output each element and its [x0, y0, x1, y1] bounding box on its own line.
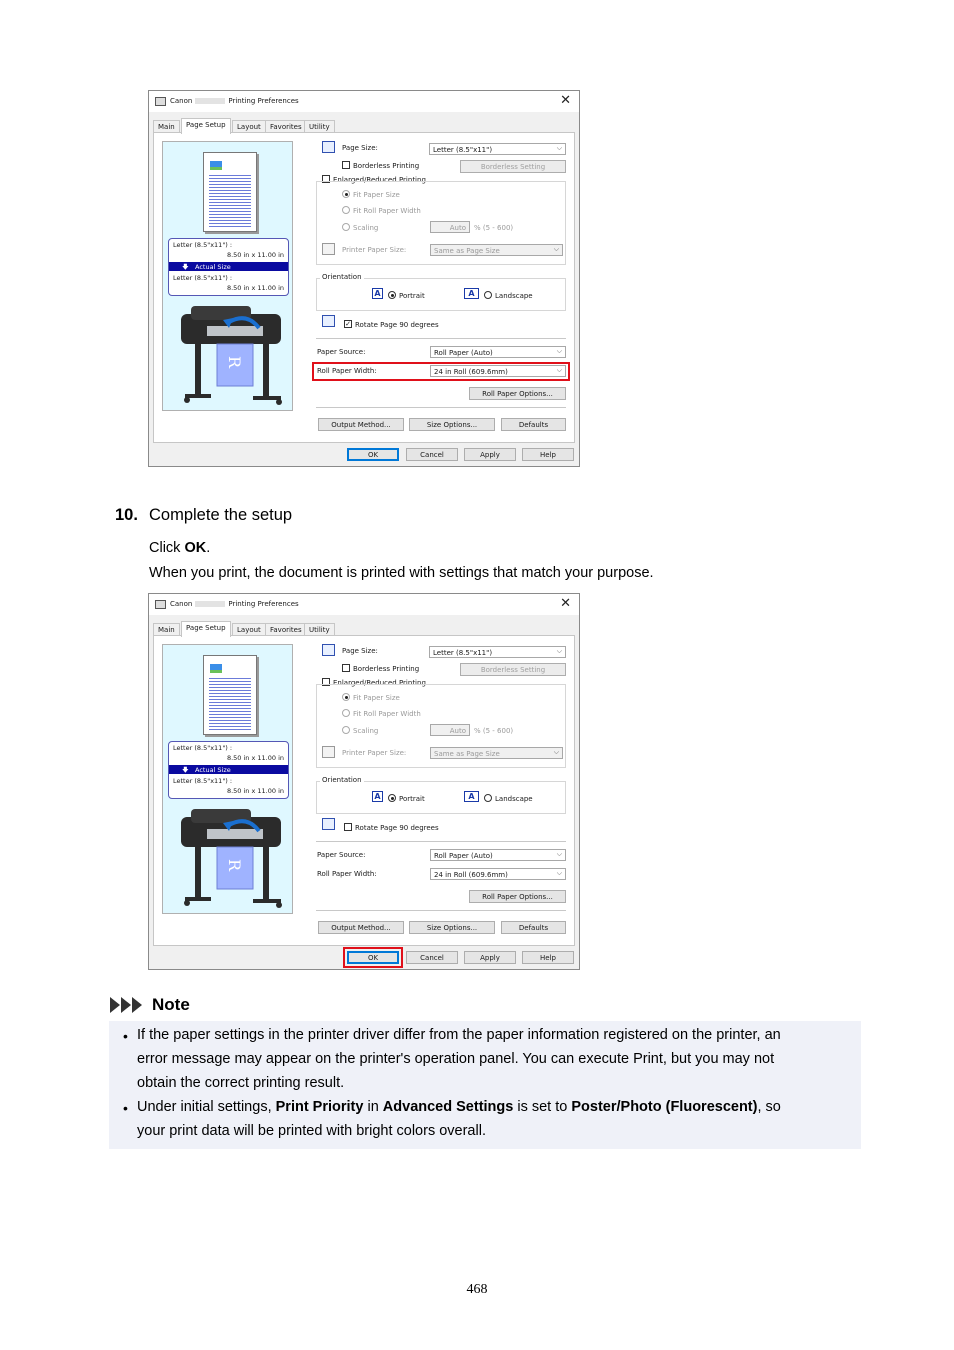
defaults-button[interactable]: Defaults: [501, 418, 566, 431]
note-chevron-icon: [110, 997, 120, 1013]
borderless-setting-button[interactable]: Borderless Setting: [460, 160, 566, 173]
scaling-input[interactable]: Auto: [430, 221, 470, 233]
tab-utility[interactable]: Utility: [304, 623, 335, 636]
close-icon[interactable]: ✕: [560, 93, 571, 108]
tab-utility[interactable]: Utility: [304, 120, 335, 133]
note-box: [109, 1021, 861, 1149]
borderless-checkbox[interactable]: [342, 161, 350, 169]
cancel-button[interactable]: Cancel: [406, 448, 458, 461]
scaling-label: Scaling: [353, 727, 379, 735]
note-item-1-line-1: If the paper settings in the printer driver differ from the paper information registered on the printer, an: [137, 1027, 781, 1043]
scaling-label: Scaling: [353, 224, 379, 232]
page-setup-panel: [153, 132, 575, 443]
divider: [316, 910, 566, 911]
landscape-radio[interactable]: [484, 794, 492, 802]
chevron-down-icon: ⌵: [553, 748, 559, 756]
chevron-down-icon: ⌵: [556, 366, 562, 374]
printer-paper-size-icon: [322, 746, 335, 758]
bullet-icon: •: [123, 1028, 128, 1044]
page-size-icon: [322, 644, 335, 656]
roll-width-label: Roll Paper Width:: [317, 870, 377, 878]
orientation-label: Orientation: [322, 776, 362, 784]
roll-paper-options-button[interactable]: Roll Paper Options...: [469, 890, 566, 903]
note-item-2-line-1: Under initial settings, Print Priority in Advanced Settings is set to Poster/Photo (Fluorescent), so: [137, 1099, 781, 1115]
title-bar: [149, 91, 579, 112]
output-method-button[interactable]: Output Method...: [318, 418, 404, 431]
fit-roll-width-radio[interactable]: [342, 709, 350, 717]
tab-main[interactable]: Main: [153, 120, 180, 133]
rotate-page-label: Rotate Page 90 degrees: [355, 321, 439, 329]
printer-paper-size-label: Printer Paper Size:: [342, 246, 407, 254]
printer-paper-size-select[interactable]: Same as Page Size ⌵: [430, 747, 563, 759]
printing-preferences-dialog-1: [148, 90, 580, 467]
borderless-checkbox[interactable]: [342, 664, 350, 672]
bullet-icon: •: [123, 1100, 128, 1116]
roll-width-select[interactable]: 24 in Roll (609.6mm) ⌵: [430, 868, 566, 880]
printing-preferences-dialog-2: [148, 593, 580, 970]
borderless-label: Borderless Printing: [353, 665, 420, 673]
landscape-icon: A: [464, 791, 479, 802]
preview-pane: [162, 644, 293, 914]
fit-roll-width-radio[interactable]: [342, 206, 350, 214]
cancel-button[interactable]: Cancel: [406, 951, 458, 964]
large-format-printer-illustration: [177, 300, 289, 408]
roll-paper-options-button[interactable]: Roll Paper Options...: [469, 387, 566, 400]
size-dims-2: 8.50 in x 11.00 in: [226, 284, 284, 292]
chevron-down-icon: ⌵: [556, 144, 562, 152]
title-bar: [149, 594, 579, 615]
apply-button[interactable]: Apply: [464, 448, 516, 461]
chevron-down-icon: ⌵: [556, 347, 562, 355]
tab-favorites[interactable]: Favorites: [265, 623, 307, 636]
printer-icon: [155, 97, 166, 106]
step-title: Complete the setup: [149, 506, 293, 524]
paper-source-select[interactable]: Roll Paper (Auto) ⌵: [430, 849, 566, 861]
landscape-label: Landscape: [495, 292, 533, 300]
page-size-label: Page Size:: [342, 647, 378, 655]
printer-paper-size-label: Printer Paper Size:: [342, 749, 407, 757]
close-icon[interactable]: ✕: [560, 596, 571, 611]
note-title: Note: [152, 995, 190, 1014]
fit-paper-size-label: Fit Paper Size: [353, 191, 400, 199]
ok-button-highlight: [343, 947, 403, 968]
portrait-label: Portrait: [399, 292, 425, 300]
page-size-label: Page Size:: [342, 144, 378, 152]
size-options-button[interactable]: Size Options...: [409, 921, 495, 934]
paper-source-label: Paper Source:: [317, 851, 366, 859]
help-button[interactable]: Help: [522, 448, 574, 461]
portrait-label: Portrait: [399, 795, 425, 803]
printer-paper-size-icon: [322, 243, 335, 255]
step-description: When you print, the document is printed with settings that match your purpose.: [149, 565, 654, 581]
window-title: Canon Printing Preferences: [170, 97, 299, 105]
tab-main[interactable]: Main: [153, 623, 180, 636]
page-size-select[interactable]: Letter (8.5"x11") ⌵: [429, 646, 566, 658]
svg-text:R: R: [225, 859, 244, 872]
portrait-radio[interactable]: [388, 794, 396, 802]
fit-roll-width-label: Fit Roll Paper Width: [353, 710, 421, 718]
tab-layout[interactable]: Layout: [232, 623, 266, 636]
preview-pane: [162, 141, 293, 411]
click-instruction: Click OK.: [149, 540, 211, 556]
chevron-down-icon: ⌵: [553, 245, 559, 253]
help-button[interactable]: Help: [522, 951, 574, 964]
roll-width-highlight: [312, 362, 570, 381]
chevron-down-icon: ⌵: [556, 869, 562, 877]
fit-paper-size-radio[interactable]: [342, 190, 350, 198]
landscape-radio[interactable]: [484, 291, 492, 299]
portrait-icon: A: [372, 791, 383, 802]
scaling-range: % (5 - 600): [474, 224, 514, 232]
divider: [316, 841, 566, 842]
tab-layout[interactable]: Layout: [232, 120, 266, 133]
down-arrow-icon: 🡇: [182, 263, 189, 271]
divider: [316, 338, 566, 339]
size-line-2: Letter (8.5"x11") :: [173, 777, 233, 785]
note-item-2-line-2: your print data will be printed with bright colors overall.: [137, 1123, 486, 1139]
svg-text:R: R: [225, 356, 244, 369]
defaults-button[interactable]: Defaults: [501, 921, 566, 934]
size-line-1: Letter (8.5"x11") :: [173, 241, 233, 249]
scaling-input[interactable]: Auto: [430, 724, 470, 736]
page-preview: [203, 655, 257, 735]
size-dims-1: 8.50 in x 11.00 in: [226, 251, 284, 259]
size-options-button[interactable]: Size Options...: [409, 418, 495, 431]
page-size-select[interactable]: Letter (8.5"x11") ⌵: [429, 143, 566, 155]
rotate-page-checkbox[interactable]: ✓: [345, 320, 351, 328]
borderless-label: Borderless Printing: [353, 162, 420, 170]
output-method-button[interactable]: Output Method...: [318, 921, 404, 934]
orientation-label: Orientation: [322, 273, 362, 281]
size-dims-2: 8.50 in x 11.00 in: [226, 787, 284, 795]
paper-source-label: Paper Source:: [317, 348, 366, 356]
ok-button[interactable]: OK: [347, 951, 399, 964]
roll-width-label: Roll Paper Width:: [317, 367, 377, 375]
step-number: 10.: [115, 506, 138, 524]
roll-width-select[interactable]: 24 in Roll (609.6mm) ⌵: [430, 365, 566, 377]
paper-source-select[interactable]: Roll Paper (Auto) ⌵: [430, 346, 566, 358]
fit-paper-size-label: Fit Paper Size: [353, 694, 400, 702]
tab-page-setup[interactable]: Page Setup: [181, 118, 231, 134]
tab-page-setup[interactable]: Page Setup: [181, 621, 231, 637]
size-info-box: [168, 741, 289, 799]
size-line-2: Letter (8.5"x11") :: [173, 274, 233, 282]
down-arrow-icon: 🡇: [182, 766, 189, 774]
note-chevron-icon: [132, 997, 142, 1013]
chevron-down-icon: ⌵: [556, 647, 562, 655]
scaling-radio[interactable]: [342, 726, 350, 734]
chevron-down-icon: ⌵: [556, 850, 562, 858]
tab-favorites[interactable]: Favorites: [265, 120, 307, 133]
rotate-page-icon: [322, 315, 335, 327]
borderless-setting-button[interactable]: Borderless Setting: [460, 663, 566, 676]
image-thumbnail: [210, 161, 222, 170]
portrait-icon: A: [372, 288, 383, 299]
large-format-printer-illustration: [177, 803, 289, 911]
actual-size-bar: 🡇 Actual Size: [169, 765, 288, 774]
apply-button[interactable]: Apply: [464, 951, 516, 964]
fit-roll-width-label: Fit Roll Paper Width: [353, 207, 421, 215]
landscape-label: Landscape: [495, 795, 533, 803]
window-title: Canon Printing Preferences: [170, 600, 299, 608]
page-preview: [203, 152, 257, 232]
page-setup-panel: [153, 635, 575, 946]
ok-button[interactable]: OK: [347, 448, 399, 461]
printer-icon: [155, 600, 166, 609]
divider: [316, 407, 566, 408]
note-item-1-line-3: obtain the correct printing result.: [137, 1075, 345, 1091]
page-size-icon: [322, 141, 335, 153]
note-item-1-line-2: error message may appear on the printer's operation panel. You can execute Print, but you may not: [137, 1051, 775, 1067]
enlarged-reduced-label: Enlarged/Reduced Printing: [333, 176, 426, 184]
actual-size-bar: 🡇 Actual Size: [169, 262, 288, 271]
size-dims-1: 8.50 in x 11.00 in: [226, 754, 284, 762]
page-number: 468: [466, 1282, 488, 1297]
rotate-page-label: Rotate Page 90 degrees: [355, 824, 439, 832]
scaling-radio[interactable]: [342, 223, 350, 231]
printer-paper-size-select[interactable]: Same as Page Size ⌵: [430, 244, 563, 256]
image-thumbnail: [210, 664, 222, 673]
fit-paper-size-radio[interactable]: [342, 693, 350, 701]
portrait-radio[interactable]: [388, 291, 396, 299]
size-line-1: Letter (8.5"x11") :: [173, 744, 233, 752]
note-chevron-icon: [121, 997, 131, 1013]
enlarged-reduced-label: Enlarged/Reduced Printing: [333, 679, 426, 687]
landscape-icon: A: [464, 288, 479, 299]
rotate-page-checkbox[interactable]: [344, 823, 352, 831]
scaling-range: % (5 - 600): [474, 727, 514, 735]
rotate-page-icon: [322, 818, 335, 830]
size-info-box: [168, 238, 289, 296]
